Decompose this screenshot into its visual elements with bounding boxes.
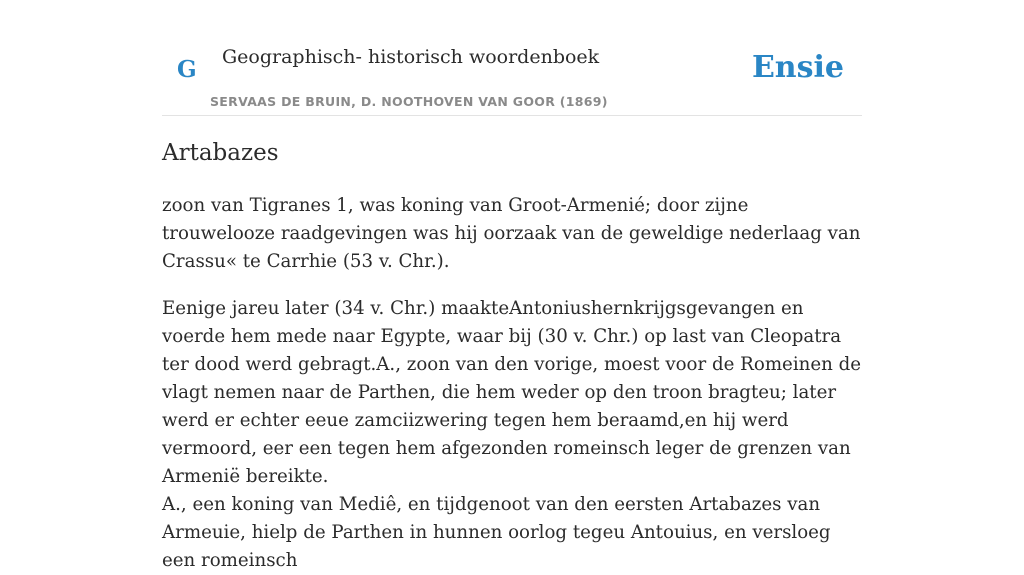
entry-paragraph: A., een koning van Mediê, en tijdgenoot van den eersten Artabazes van Armeuie, hielp de Parthen in hunnen oorlog tegeu Antouius, en versloeg een romeinsch: [162, 494, 831, 571]
entry-paragraph: zoon van Tigranes 1, was koning van Groot-Armenié; door zijne trouwelooze raadgevingen was hij oorzaak van de geweldige nederlaag van Crassu« te Carrhie (53 v. Chr.).: [162, 195, 861, 272]
entry-body: [162, 192, 862, 575]
entry-paragraph: Eenige jareu later (34 v. Chr.) maakteAntoniushernkrijgsgevangen en voerde hem mede naar Egypte, waar bij (30 v. Chr.) op last van Cleopatra ter dood werd gebragt.A., zoon van den vorige, moest voor de Romeinen de vlagt nemen naar de Parthen, die hem weder op den troon bragteu; later werd er echter eeue zamciizwering tegen hem beraamd,en hij werd vermoord, eer een tegen hem afgezonden romeinsch leger de grenzen van Armenië bereikte.: [162, 298, 862, 487]
entry-title: Artabazes: [162, 140, 279, 166]
book-title[interactable]: Geographisch- historisch woordenboek: [222, 46, 600, 68]
book-header: [162, 0, 862, 116]
book-authors: SERVAAS DE BRUIN, D. NOOTHOVEN VAN GOOR (1869): [210, 94, 608, 109]
book-letter-icon[interactable]: G: [177, 56, 197, 83]
ensie-logo-link[interactable]: Ensie: [751, 50, 844, 85]
